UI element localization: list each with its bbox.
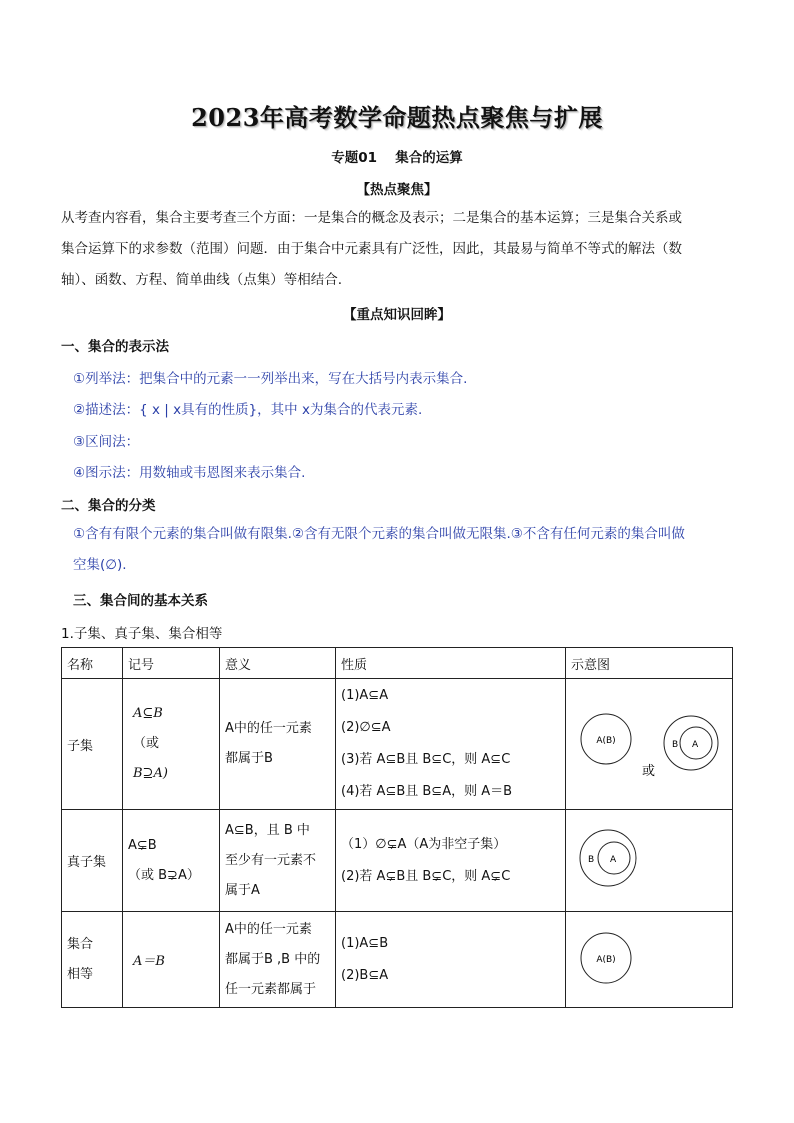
subset-name: 子集 [62,679,123,810]
notation-line: B⊇A) [133,766,168,781]
table-row-proper-subset [62,810,733,912]
main-title: 2023年高考数学命题热点聚焦与扩展 [191,103,603,132]
venn-label: A(B) [596,955,616,965]
notation-line: A⊆B [133,706,163,721]
or-label: 或 [642,764,656,779]
subset-diagram [566,679,733,810]
header-meaning: 意义 [220,648,336,679]
table-row-equal-sets [62,912,733,1008]
hot-focus-heading: 【热点聚焦】 [356,182,438,198]
meaning-line: 都属于B [225,751,273,766]
section-2-title: 二、集合的分类 [61,498,156,514]
equal-notation: A＝B [123,912,220,1008]
meaning-line: 属于A [225,882,260,898]
venn-label: A [610,855,617,865]
equal-meaning [220,912,336,1008]
header-notation: 记号 [123,648,220,679]
hot-focus-line: 从考查内容看，集合主要考查三个方面：一是集合的概念及表示；二是集合的基本运算；三是集合关系或 [61,210,682,226]
notation-line: （或 B⊋A） [128,867,200,883]
subset-properties [336,679,566,810]
sec2-paragraph [73,519,733,581]
venn-label: A(B) [596,736,616,746]
meaning-line: 都属于B ,B 中的 [225,951,321,967]
header-diagram: 示意图 [566,648,733,679]
proper-meaning [220,810,336,912]
name-line: 集合 [67,936,94,952]
subset-venn-diagram [566,679,732,805]
property-line: （1）∅⊊A（A为非空子集） [341,836,507,852]
venn-label: A [692,740,699,750]
meaning-line: A中的任一元素 [225,921,312,937]
table-header-row [62,648,733,679]
sec1-item-enumeration: ①列举法：把集合中的元素一一列举出来，写在大括号内表示集合. [73,371,468,387]
property-line: (2)∅⊆A [341,720,391,735]
notation-line: A⊊B [128,837,157,853]
property-line: (1)A⊆A [341,688,389,703]
property-line: (1)A⊆B [341,935,389,951]
meaning-line: A⊆B，且 B 中 [225,822,310,838]
subset-notation [123,679,220,810]
hot-focus-paragraph [61,203,733,296]
proper-subset-venn-diagram [566,810,732,907]
property-line: (4)若 A⊆B且 B⊆A，则 A＝B [341,784,513,799]
subset-meaning [220,679,336,810]
proper-name: 真子集 [62,810,123,912]
set-relations-table [61,647,733,1008]
name-line: 相等 [67,966,94,982]
sec2-line: 空集(∅). [73,557,127,573]
sec1-item-description: ②描述法：{ x | x具有的性质}，其中 x为集合的代表元素. [73,402,423,418]
header-name: 名称 [62,648,123,679]
notation-line: （或 [133,736,160,751]
equal-diagram [566,912,733,1008]
equal-properties [336,912,566,1008]
property-line: (2)B⊆A [341,967,389,983]
review-heading: 【重点知识回眸】 [343,307,451,323]
sec3-subtitle: 1.子集、真子集、集合相等 [61,626,223,642]
property-line: (2)若 A⊊B且 B⊊C，则 A⊊C [341,868,511,884]
proper-notation [123,810,220,912]
section-1-title: 一、集合的表示法 [61,339,169,355]
meaning-line: 任一元素都属于 [225,981,317,997]
property-line: (3)若 A⊆B且 B⊆C，则 A⊆C [341,752,511,767]
meaning-line: A中的任一元素 [225,721,312,736]
header-properties: 性质 [336,648,566,679]
section-3-title: 三、集合间的基本关系 [73,593,208,609]
equal-sets-venn-diagram [566,912,732,1003]
venn-label: B [672,740,679,750]
sec1-item-diagram: ④图示法：用数轴或韦恩图来表示集合. [73,465,306,481]
equal-name [62,912,123,1008]
sec1-item-interval: ③区间法： [73,434,140,450]
hot-focus-line: 集合运算下的求参数（范围）问题．由于集合中元素具有广泛性，因此，其最易与简单不等式的解法（数 [61,241,682,257]
proper-diagram [566,810,733,912]
venn-label: B [588,855,595,865]
subtitle: 专题01 集合的运算 [331,150,463,166]
table-row-subset [62,679,733,810]
proper-properties [336,810,566,912]
hot-focus-line: 轴）、函数、方程、简单曲线（点集）等相结合. [61,272,343,288]
meaning-line: 至少有一元素不 [225,852,317,868]
sec2-line: ①含有有限个元素的集合叫做有限集.②含有无限个元素的集合叫做无限集.③不含有任何元素的集合叫做 [73,526,685,542]
